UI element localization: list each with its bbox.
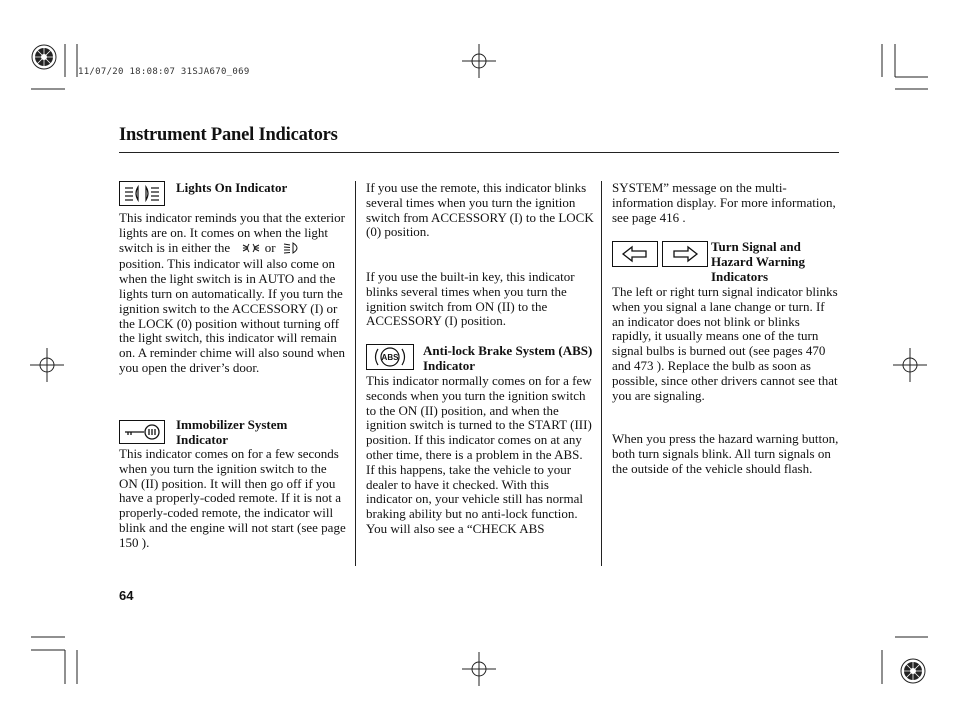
turn-signal-body-2: When you press the hazard warning button, both turn signals blink. All turn signals on the outside of the vehicle should flash. xyxy=(612,431,839,476)
turn-right-arrow-icon xyxy=(671,245,699,263)
color-target-icon xyxy=(900,658,926,684)
registration-mark-icon xyxy=(462,44,496,78)
registration-mark-icon xyxy=(462,652,496,686)
registration-mark-icon xyxy=(30,348,64,382)
title-rule xyxy=(119,152,839,153)
low-beam-icon xyxy=(283,242,303,258)
turn-signal-heading: Turn Signal and Hazard Warning Indicators xyxy=(711,239,806,284)
lights-on-body-part-2: position. This indicator will also come on when the light switch is in AUTO and the lights turn on automatically. If you turn the ignition switch to the ACCESSORY (I) or the LOCK (0) position without turning off the light switch, this indicator will remain on. A reminder chime will also sound when you open the driver’s door. xyxy=(119,256,346,375)
column-divider xyxy=(601,181,602,566)
turn-right-indicator-icon-box xyxy=(662,241,708,267)
lights-on-body xyxy=(119,211,347,376)
abs-icon-text: ABS xyxy=(381,353,399,362)
parking-light-icon xyxy=(241,242,261,258)
abs-cont-body: SYSTEM” message on the multi-information display. For more information, see page 416 . xyxy=(612,180,836,225)
lights-on-indicator-icon-box xyxy=(119,181,165,206)
abs-icon xyxy=(370,346,410,368)
abs-indicator-icon-box xyxy=(366,344,414,370)
immobilizer-key-icon xyxy=(122,423,162,441)
lights-on-heading: Lights On Indicator xyxy=(176,180,288,195)
lights-on-body-part-1: This indicator reminds you that the exterior lights are on. It comes on when the light switch is in either the xyxy=(119,210,345,255)
abs-heading: Anti-lock Brake System (ABS) Indicator xyxy=(423,343,593,373)
color-target-icon xyxy=(31,44,57,70)
registration-mark-icon xyxy=(893,348,927,382)
immobilizer-cont-para-2: If you use the built-in key, this indicator blinks several times when you turn the ignition switch from ON (II) to the ACCESSORY (I) position. xyxy=(366,269,575,329)
lights-on-or: or xyxy=(264,239,276,255)
turn-signal-body-1: The left or right turn signal indicator blinks when you signal a lane change or turn. If an indicator does not blink or blinks rapidly, it usually means one of the turn signal bulbs is burned out (see pages 470 and 473 ). Replace the bulb as soon as possible, since other drivers cannot see that you are signaling. xyxy=(612,284,838,403)
immobilizer-heading: Immobilizer System Indicator xyxy=(176,417,288,447)
immobilizer-indicator-icon-box xyxy=(119,420,165,444)
immobilizer-cont-para-1: If you use the remote, this indicator blinks several times when you turn the ignition switch from ACCESSORY (I) to the LOCK (0) position. xyxy=(366,180,594,240)
column-divider xyxy=(355,181,356,566)
turn-left-arrow-icon xyxy=(621,245,649,263)
page-title: Instrument Panel Indicators xyxy=(119,125,338,145)
page-number: 64 xyxy=(119,588,134,603)
immobilizer-body: This indicator comes on for a few seconds when you turn the ignition switch to the ON (II) position. It will then go off if you have a properly-coded remote. If it is not a properly-coded remote, the indicator will blink and the engine will not start (see page 150 ). xyxy=(119,446,346,550)
abs-body: This indicator normally comes on for a few seconds when you turn the ignition switch to the ON (II) position, and when the ignition switch is turned to the START (III) position. If this indicator comes on at any other time, there is a problem in the ABS. If this happens, take the vehicle to your dealer to have it checked. With this indicator on, your vehicle still has normal braking ability but no anti-lock function. You will also see a “CHECK ABS xyxy=(366,373,592,536)
print-stamp: 11/07/20 18:08:07 31SJA670_069 xyxy=(78,67,250,77)
turn-left-indicator-icon-box xyxy=(612,241,658,267)
headlight-icon xyxy=(122,184,162,203)
